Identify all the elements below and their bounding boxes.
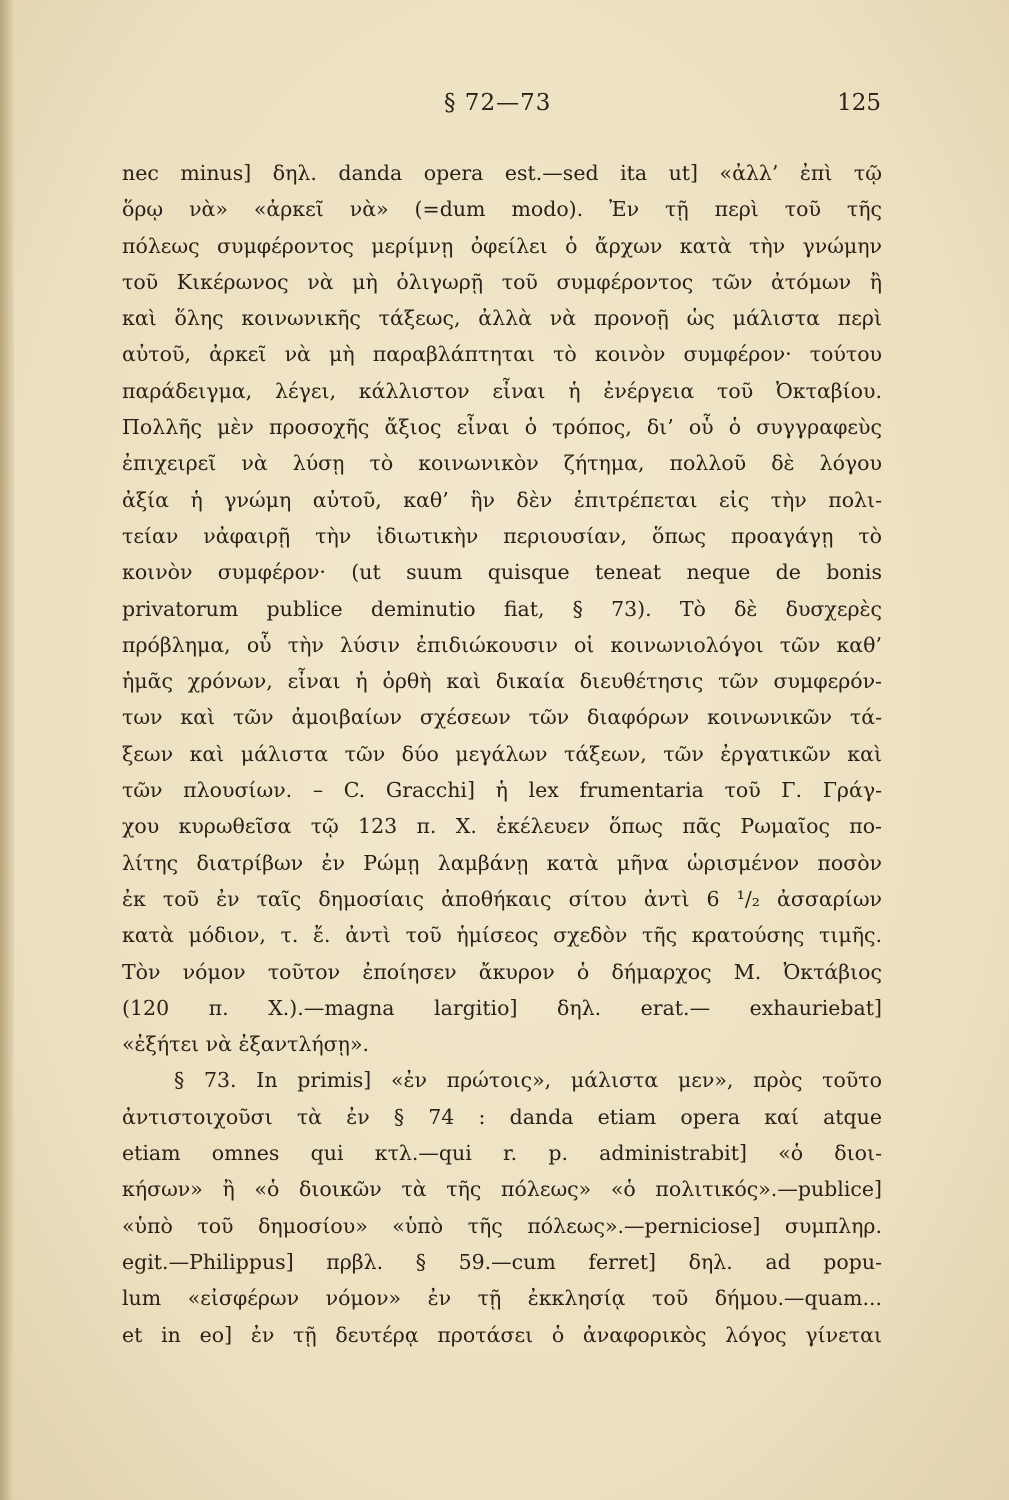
text-line: των καὶ τῶν ἀμοιβαίων σχέσεων τῶν διαφόρων κοινωνικῶν τά- bbox=[122, 705, 882, 730]
text-line: nec minus] δηλ. danda opera est.—sed ita ut] «ἀλλ’ ἐπὶ τῷ bbox=[122, 161, 882, 185]
text-line: τείαν νἀφαιρῇ τὴν ἰδιωτικὴν περιουσίαν, ὅπως προαγάγῃ τὸ bbox=[122, 523, 882, 548]
text-line: egit.—Philippus] πρβλ. § 59.—cum ferret] δηλ. ad popu- bbox=[122, 1249, 882, 1274]
text-line: ἀντιστοιχοῦσι τὰ ἐν § 74 : danda etiam opera καί atque bbox=[122, 1104, 882, 1129]
text-line: ἀξία ἡ γνώμη αὐτοῦ, καθ’ ἣν δὲν ἐπιτρέπεται εἰς τὴν πολι- bbox=[122, 487, 882, 512]
text-line: κήσων» ἢ «ὁ διοικῶν τὰ τῆς πόλεως» «ὁ πολιτικός».—publice] bbox=[122, 1177, 882, 1202]
running-header bbox=[0, 90, 1009, 130]
page-binding-edge bbox=[0, 0, 14, 1500]
text-line: κοινὸν συμφέρον· (ut suum quisque teneat neque de bonis bbox=[122, 560, 882, 585]
text-line: Πολλῆς μὲν προσοχῆς ἄξιος εἶναι ὁ τρόπος, δι’ οὗ ὁ συγγραφεὺς bbox=[122, 415, 882, 440]
text-line: καὶ ὅλης κοινωνικῆς τάξεως, ἀλλὰ νὰ προνοῇ ὡς μάλιστα περὶ bbox=[122, 306, 882, 331]
text-line: (120 π. Χ.).—magna largitio] δηλ. erat.— exhauriebat] bbox=[122, 995, 882, 1020]
text-line: ἐπιχειρεῖ νὰ λύσῃ τὸ κοινωνικὸν ζήτημα, πολλοῦ δὲ λόγου bbox=[122, 451, 882, 476]
text-line: «ἐξήτει νὰ ἐξαντλήσῃ». bbox=[122, 1032, 370, 1057]
text-line: privatorum publice deminutio fiat, § 73). Τὸ δὲ δυσχερὲς bbox=[122, 596, 882, 621]
section-reference: § 72—73 bbox=[444, 90, 552, 116]
commentary-text bbox=[122, 155, 882, 1353]
text-line: αὐτοῦ, ἀρκεῖ νὰ μὴ παραβλάπτηται τὸ κοινὸν συμφέρον· τούτου bbox=[122, 342, 882, 367]
paragraph-start-line: § 73. In primis] «ἐν πρώτοις», μάλιστα μεν», πρὸς τοῦτο bbox=[174, 1068, 882, 1093]
text-line: πρόβλημα, οὗ τὴν λύσιν ἐπιδιώκουσιν οἱ κοινωνιολόγοι τῶν καθ’ bbox=[122, 632, 882, 657]
text-line: κατὰ μόδιον, τ. ἔ. ἀντὶ τοῦ ἡμίσεος σχεδὸν τῆς κρατούσης τιμῆς. bbox=[122, 923, 882, 948]
text-line: lum «εἰσφέρων νόμον» ἐν τῇ ἐκκλησίᾳ τοῦ δήμου.—quam... bbox=[122, 1286, 882, 1311]
text-line: ὅρῳ νὰ» «ἀρκεῖ νὰ» (=dum modo). Ἐν τῇ περὶ τοῦ τῆς bbox=[122, 197, 882, 222]
text-line: ἐκ τοῦ ἐν ταῖς δημοσίαις ἀποθήκαις σίτου ἀντὶ 6 ¹/₂ ἀσσαρίων bbox=[122, 886, 882, 911]
text-line: ξεων καὶ μάλιστα τῶν δύο μεγάλων τάξεων, τῶν ἐργατικῶν καὶ bbox=[122, 741, 882, 766]
text-line: παράδειγμα, λέγει, κάλλιστον εἶναι ἡ ἐνέργεια τοῦ Ὀκταβίου. bbox=[122, 378, 882, 403]
text-line: ἡμᾶς χρόνων, εἶναι ἡ ὀρθὴ καὶ δικαία διευθέτησις τῶν συμφερόν- bbox=[122, 669, 882, 694]
text-line: τῶν πλουσίων. – C. Gracchi] ἡ lex frumentaria τοῦ Γ. Γράγ- bbox=[122, 778, 882, 803]
text-line: τοῦ Κικέρωνος νὰ μὴ ὀλιγωρῇ τοῦ συμφέροντος τῶν ἀτόμων ἢ bbox=[122, 269, 882, 294]
text-line: λίτης διατρίβων ἐν Ρώμῃ λαμβάνῃ κατὰ μῆνα ὡρισμένον ποσὸν bbox=[122, 850, 882, 875]
text-line: Τὸν νόμον τοῦτον ἐποίησεν ἄκυρον ὁ δήμαρχος Μ. Ὀκτάβιος bbox=[122, 959, 882, 984]
text-line: etiam omnes qui κτλ.—qui r. p. administrabit] «ὁ διοι- bbox=[122, 1141, 882, 1166]
text-line: χου κυρωθεῖσα τῷ 123 π. Χ. ἐκέλευεν ὅπως πᾶς Ρωμαῖος πο- bbox=[122, 814, 882, 839]
text-line: et in eo] ἐν τῇ δευτέρᾳ προτάσει ὁ ἀναφορικὸς λόγος γίνεται bbox=[122, 1322, 882, 1347]
text-line: «ὑπὸ τοῦ δημοσίου» «ὑπὸ τῆς πόλεως».—perniciose] συμπληρ. bbox=[122, 1213, 882, 1238]
text-line: πόλεως συμφέροντος μερίμνῃ ὀφείλει ὁ ἄρχων κατὰ τὴν γνώμην bbox=[122, 233, 882, 258]
page-number: 125 bbox=[837, 90, 881, 116]
